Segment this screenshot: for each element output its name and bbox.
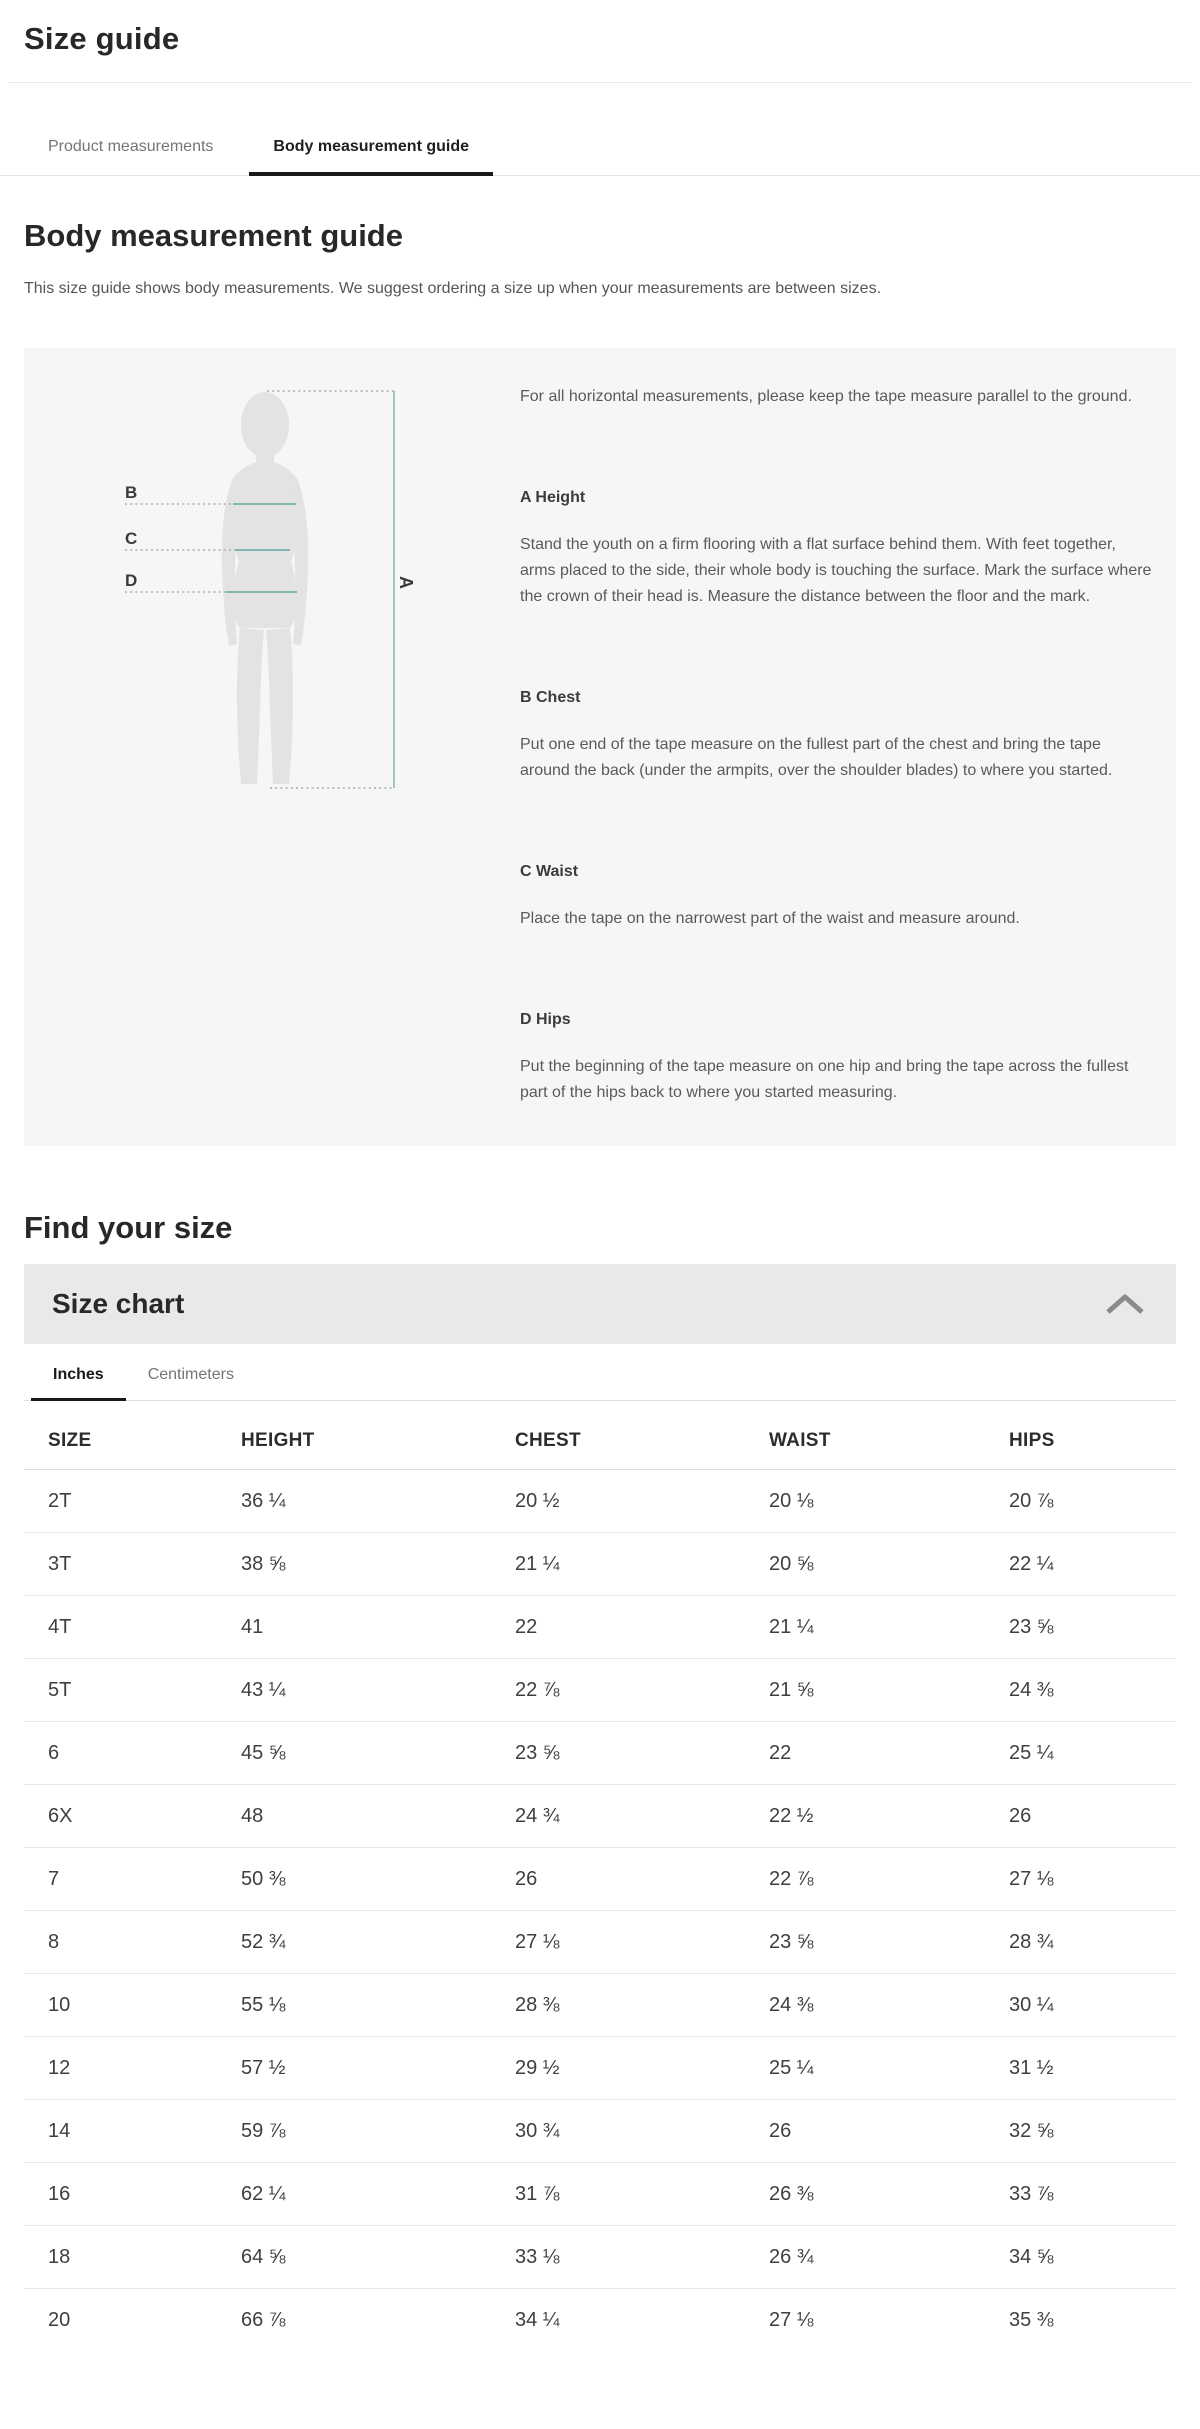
measure-title: A Height xyxy=(520,489,586,506)
measure-instructions xyxy=(520,488,1152,1106)
cell-size: 12 xyxy=(24,2037,217,2100)
cell-height: 50 ⅜ xyxy=(217,1848,491,1911)
cell-hips: 34 ⅝ xyxy=(985,2226,1176,2289)
cell-height: 38 ⅝ xyxy=(217,1533,491,1596)
main-tabs xyxy=(0,83,1200,176)
chevron-up-icon[interactable] xyxy=(1104,1292,1146,1316)
cell-chest: 23 ⅝ xyxy=(491,1722,745,1785)
cell-size: 6 xyxy=(24,1722,217,1785)
unit-tab-centimeters[interactable]: Centimeters xyxy=(147,1366,234,1383)
table-row xyxy=(24,1848,1176,1911)
cell-chest: 28 ⅜ xyxy=(491,1974,745,2037)
cell-height: 55 ⅛ xyxy=(217,1974,491,2037)
column-header-size: SIZE xyxy=(24,1401,217,1470)
cell-waist: 23 ⅝ xyxy=(745,1911,985,1974)
cell-chest: 27 ⅛ xyxy=(491,1911,745,1974)
cell-chest: 26 xyxy=(491,1848,745,1911)
cell-size: 3T xyxy=(24,1533,217,1596)
cell-size: 18 xyxy=(24,2226,217,2289)
cell-size: 8 xyxy=(24,1911,217,1974)
table-row xyxy=(24,2163,1176,2226)
cell-waist: 27 ⅛ xyxy=(769,2308,814,2331)
measure-instruction-block xyxy=(520,488,1152,610)
cell-waist: 20 ⅛ xyxy=(745,1470,985,1533)
cell-chest: 34 ¼ xyxy=(515,2308,560,2331)
table-row xyxy=(24,2289,1176,2352)
cell-hips: 24 ⅜ xyxy=(985,1659,1176,1722)
diagram-label-a: A xyxy=(396,576,416,589)
cell-chest: 31 ⅞ xyxy=(491,2163,745,2226)
table-row xyxy=(24,2226,1176,2289)
find-your-size-heading: Find your size xyxy=(24,1210,233,1245)
cell-chest: 20 ½ xyxy=(491,1470,745,1533)
measurement-note: For all horizontal measurements, please keep the tape measure parallel to the ground. xyxy=(520,388,1132,405)
table-row xyxy=(24,1911,1176,1974)
table-row xyxy=(24,1470,1176,1533)
size-table-body xyxy=(24,1470,1176,2352)
cell-size: 7 xyxy=(24,1848,217,1911)
measure-instruction-block xyxy=(520,1010,1152,1106)
cell-hips: 35 ⅜ xyxy=(1009,2308,1054,2331)
column-header-waist: WAIST xyxy=(745,1401,985,1470)
cell-height: 64 ⅝ xyxy=(217,2226,491,2289)
cell-waist: 20 ⅝ xyxy=(745,1533,985,1596)
cell-size: 2T xyxy=(24,1470,217,1533)
diagram-label-d: D xyxy=(125,571,138,590)
cell-size: 20 xyxy=(48,2308,71,2331)
cell-size: 16 xyxy=(24,2163,217,2226)
cell-height: 41 xyxy=(217,1596,491,1659)
tab-product-measurements[interactable]: Product measurements xyxy=(48,138,214,155)
cell-hips: 26 xyxy=(985,1785,1176,1848)
table-row xyxy=(24,1596,1176,1659)
unit-tabs xyxy=(24,1344,1176,1401)
cell-hips: 20 ⅞ xyxy=(985,1470,1176,1533)
cell-waist: 26 ¾ xyxy=(745,2226,985,2289)
cell-height: 57 ½ xyxy=(217,2037,491,2100)
column-header-height: HEIGHT xyxy=(217,1401,491,1470)
measure-instruction-block xyxy=(520,862,1152,932)
cell-height: 62 ¼ xyxy=(217,2163,491,2226)
measure-title: C Waist xyxy=(520,863,579,880)
size-chart-accordion-header[interactable] xyxy=(24,1264,1176,1344)
cell-chest: 22 ⅞ xyxy=(491,1659,745,1722)
table-row xyxy=(24,1785,1176,1848)
cell-size: 4T xyxy=(24,1596,217,1659)
table-row xyxy=(24,1722,1176,1785)
cell-height: 43 ¼ xyxy=(217,1659,491,1722)
diagram-label-b: B xyxy=(125,483,138,502)
cell-hips: 27 ⅛ xyxy=(985,1848,1176,1911)
body-silhouette-diagram xyxy=(24,348,494,848)
cell-size: 14 xyxy=(24,2100,217,2163)
cell-chest: 29 ½ xyxy=(491,2037,745,2100)
measure-text: Put the beginning of the tape measure on one hip and bring the tape across the fullest part of the hips back to where you started measuring. xyxy=(520,1058,1129,1101)
measurement-guide-panel xyxy=(24,348,1176,1146)
cell-waist: 21 ¼ xyxy=(745,1596,985,1659)
cell-size: 5T xyxy=(24,1659,217,1722)
table-row xyxy=(24,2100,1176,2163)
body-silhouette xyxy=(222,392,308,784)
cell-chest: 22 xyxy=(491,1596,745,1659)
cell-height: 52 ¾ xyxy=(217,1911,491,1974)
measure-title: D Hips xyxy=(520,1011,571,1028)
cell-waist: 26 ⅜ xyxy=(745,2163,985,2226)
table-header-row xyxy=(24,1401,1176,1470)
size-chart-title: Size chart xyxy=(52,1288,185,1319)
cell-hips: 25 ¼ xyxy=(985,1722,1176,1785)
column-header-hips: HIPS xyxy=(985,1401,1176,1470)
cell-hips: 28 ¾ xyxy=(985,1911,1176,1974)
table-row xyxy=(24,1533,1176,1596)
body-guide-heading: Body measurement guide xyxy=(24,218,403,253)
measure-text: Stand the youth on a firm flooring with a flat surface behind them. With feet together, arms placed to the side, their whole body is touching the surface. Mark the surface where the crown of their head is. Measure the distance between the floor and the mark. xyxy=(520,536,1152,605)
cell-hips: 30 ¼ xyxy=(985,1974,1176,2037)
cell-waist: 22 ⅞ xyxy=(745,1848,985,1911)
cell-height: 36 ¼ xyxy=(217,1470,491,1533)
cell-height: 66 ⅞ xyxy=(241,2308,286,2331)
cell-chest: 30 ¾ xyxy=(491,2100,745,2163)
measure-text: Place the tape on the narrowest part of the waist and measure around. xyxy=(520,910,1020,927)
page-title: Size guide xyxy=(24,21,180,56)
cell-waist: 22 ½ xyxy=(745,1785,985,1848)
cell-height: 48 xyxy=(217,1785,491,1848)
cell-chest: 21 ¼ xyxy=(491,1533,745,1596)
cell-hips: 33 ⅞ xyxy=(985,2163,1176,2226)
cell-height: 59 ⅞ xyxy=(217,2100,491,2163)
cell-hips: 22 ¼ xyxy=(985,1533,1176,1596)
cell-waist: 25 ¼ xyxy=(745,2037,985,2100)
cell-chest: 24 ¾ xyxy=(491,1785,745,1848)
body-guide-description: This size guide shows body measurements. We suggest ordering a size up when your measurements are between sizes. xyxy=(24,280,882,297)
size-chart-table xyxy=(24,1401,1176,2351)
diagram-label-c: C xyxy=(125,529,138,548)
cell-chest: 33 ⅛ xyxy=(491,2226,745,2289)
cell-waist: 24 ⅜ xyxy=(745,1974,985,2037)
tab-body-measurement-guide[interactable]: Body measurement guide xyxy=(249,83,493,175)
cell-hips: 31 ½ xyxy=(985,2037,1176,2100)
cell-size: 10 xyxy=(24,1974,217,2037)
table-row xyxy=(24,2037,1176,2100)
table-row xyxy=(24,1974,1176,2037)
unit-tab-inches[interactable]: Inches xyxy=(31,1365,126,1400)
cell-hips: 32 ⅝ xyxy=(985,2100,1176,2163)
cell-waist: 21 ⅝ xyxy=(745,1659,985,1722)
column-header-chest: CHEST xyxy=(491,1401,745,1470)
measure-instruction-block xyxy=(520,688,1152,784)
cell-waist: 26 xyxy=(745,2100,985,2163)
measure-text: Put one end of the tape measure on the fullest part of the chest and bring the tape around the back (under the armpits, over the shoulder blades) to where you started. xyxy=(520,736,1113,779)
cell-height: 45 ⅝ xyxy=(217,1722,491,1785)
cell-waist: 22 xyxy=(745,1722,985,1785)
table-row xyxy=(24,1659,1176,1722)
cell-hips: 23 ⅝ xyxy=(985,1596,1176,1659)
cell-size: 6X xyxy=(24,1785,217,1848)
measure-title: B Chest xyxy=(520,689,581,706)
